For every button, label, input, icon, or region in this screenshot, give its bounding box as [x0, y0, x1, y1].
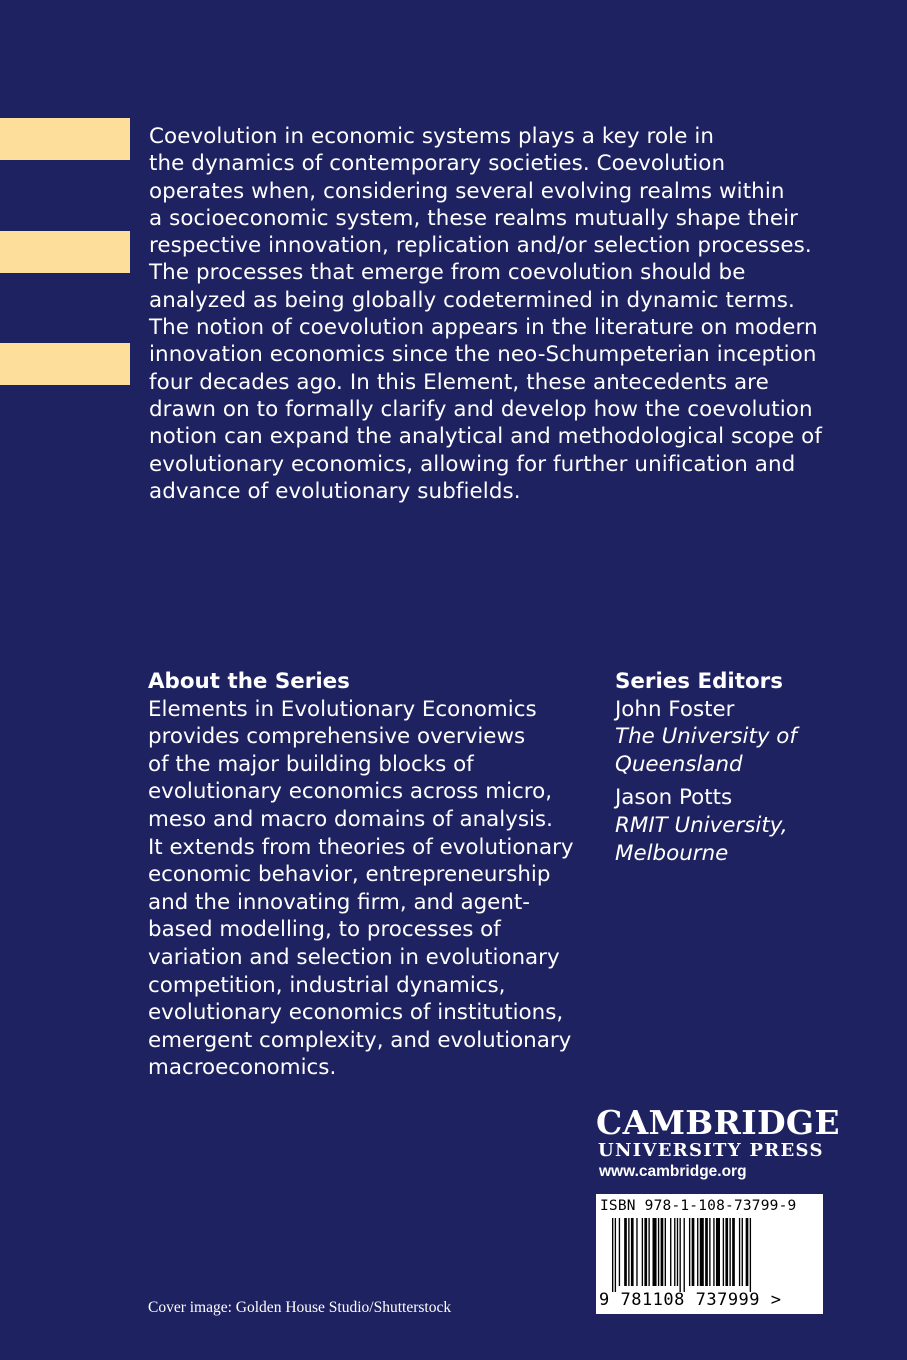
- blurb-line: respective innovation, replication and/or selection processes.: [149, 233, 812, 259]
- barcode-bar: [680, 1218, 681, 1292]
- editor-affiliation: Queensland: [615, 751, 743, 777]
- barcode-bar: [739, 1218, 740, 1286]
- barcode-bar: [746, 1218, 749, 1286]
- about-line: provides comprehensive overviews: [148, 724, 526, 750]
- barcode-bar: [636, 1218, 637, 1286]
- about-line: macroeconomics.: [148, 1055, 337, 1081]
- about-line: based modelling, to processes of: [148, 917, 501, 943]
- accent-bar-top: [0, 118, 130, 160]
- editor-affiliation: Melbourne: [615, 840, 729, 866]
- about-heading: About the Series: [148, 669, 350, 694]
- barcode-bar: [661, 1218, 664, 1286]
- about-the-series: [148, 668, 588, 1082]
- barcode-bar: [732, 1218, 735, 1286]
- publisher-name: CAMBRIDGE: [596, 1103, 840, 1142]
- blurb-line: The notion of coevolution appears in the literature on modern: [149, 315, 818, 341]
- blurb-line: evolutionary economics, allowing for further unification and: [149, 451, 796, 477]
- barcode-bar: [684, 1218, 685, 1292]
- publisher-url[interactable]: www.cambridge.org: [599, 1163, 747, 1180]
- blurb-line: drawn on to formally clarify and develop how the coevolution: [149, 396, 813, 422]
- barcode-bar: [665, 1218, 666, 1286]
- barcode-bar: [705, 1218, 708, 1286]
- about-line: competition, industrial dynamics,: [148, 972, 506, 998]
- cover-image-credit: Cover image: Golden House Studio/Shutterstock: [148, 1299, 452, 1316]
- barcode-bar: [729, 1218, 730, 1286]
- editor-affiliation: RMIT University,: [615, 812, 788, 838]
- barcode-bar: [716, 1218, 720, 1286]
- editor-name: Jason Potts: [615, 785, 733, 811]
- about-line: evolutionary economics of institutions,: [148, 1000, 564, 1026]
- blurb-line: notion can expand the analytical and methodological scope of: [149, 424, 822, 450]
- barcode-bar: [658, 1218, 659, 1286]
- publisher-logo: [596, 1103, 840, 1183]
- blurb-line: a socioeconomic system, these realms mutually shape their: [149, 205, 799, 231]
- about-line: Elements in Evolutionary Economics: [148, 696, 537, 722]
- about-line: variation and selection in evolutionary: [148, 944, 560, 970]
- barcode-bar: [742, 1218, 743, 1286]
- barcode-bar: [692, 1218, 695, 1286]
- accent-bar-middle: [0, 231, 130, 273]
- blurb-line: The processes that emerge from coevolution should be: [149, 260, 746, 286]
- barcode-bar: [624, 1218, 627, 1286]
- publisher-subname: UNIVERSITY PRESS: [598, 1140, 824, 1161]
- about-line: meso and macro domains of analysis.: [148, 806, 553, 832]
- isbn-label: ISBN 978-1-108-73799-9: [600, 1198, 797, 1214]
- barcode-bar: [631, 1218, 634, 1286]
- barcode-bar: [709, 1218, 710, 1286]
- barcode-bar: [700, 1218, 704, 1286]
- about-line: of the major building blocks of: [148, 751, 474, 777]
- barcode-bar: [642, 1218, 643, 1286]
- barcode-digits: 9 781108 737999 >: [599, 1290, 782, 1310]
- about-line: evolutionary economics across micro,: [148, 779, 552, 805]
- blurb-line: operates when, considering several evolving realms within: [149, 178, 785, 204]
- editors-heading: Series Editors: [615, 669, 783, 694]
- book-blurb: [149, 123, 829, 505]
- blurb-line: analyzed as being globally codetermined in dynamic terms.: [149, 287, 795, 313]
- blurb-line: the dynamics of contemporary societies. Coevolution: [149, 151, 726, 177]
- blurb-line: advance of evolutionary subfields.: [149, 478, 521, 504]
- blurb-line: Coevolution in economic systems plays a key role in: [149, 124, 715, 149]
- blurb-line: four decades ago. In this Element, these antecedents are: [149, 369, 769, 395]
- barcode-bar: [628, 1218, 629, 1286]
- about-line: emergent complexity, and evolutionary: [148, 1027, 572, 1053]
- blurb-line: innovation economics since the neo-Schumpeterian inception: [149, 342, 817, 368]
- about-line: economic behavior, entrepreneurship: [148, 862, 551, 888]
- barcode-bar: [689, 1218, 690, 1286]
- barcode-bar: [713, 1218, 714, 1286]
- barcode-bar: [619, 1218, 620, 1286]
- barcode-bar: [677, 1218, 678, 1286]
- barcode-bar: [644, 1218, 647, 1286]
- series-editors: [615, 668, 875, 867]
- editor-name: John Foster: [615, 696, 735, 722]
- about-line: It extends from theories of evolutionary: [148, 834, 574, 860]
- barcode-bar: [653, 1218, 657, 1286]
- accent-bar-bottom: [0, 343, 130, 385]
- barcode-bars: [610, 1218, 810, 1292]
- barcode-bar: [615, 1218, 616, 1292]
- barcode-bar: [670, 1218, 671, 1286]
- editor-affiliation: The University of: [615, 724, 797, 750]
- barcode-bar: [725, 1218, 728, 1286]
- barcode-bar: [750, 1218, 751, 1292]
- barcode-bar: [697, 1218, 698, 1286]
- barcode-bar: [723, 1218, 724, 1286]
- barcode-bar: [648, 1218, 649, 1286]
- barcode-bar: [674, 1218, 675, 1286]
- about-line: and the innovating firm, and agent-: [148, 889, 531, 915]
- isbn-barcode: [596, 1194, 823, 1314]
- barcode-bar: [612, 1218, 613, 1292]
